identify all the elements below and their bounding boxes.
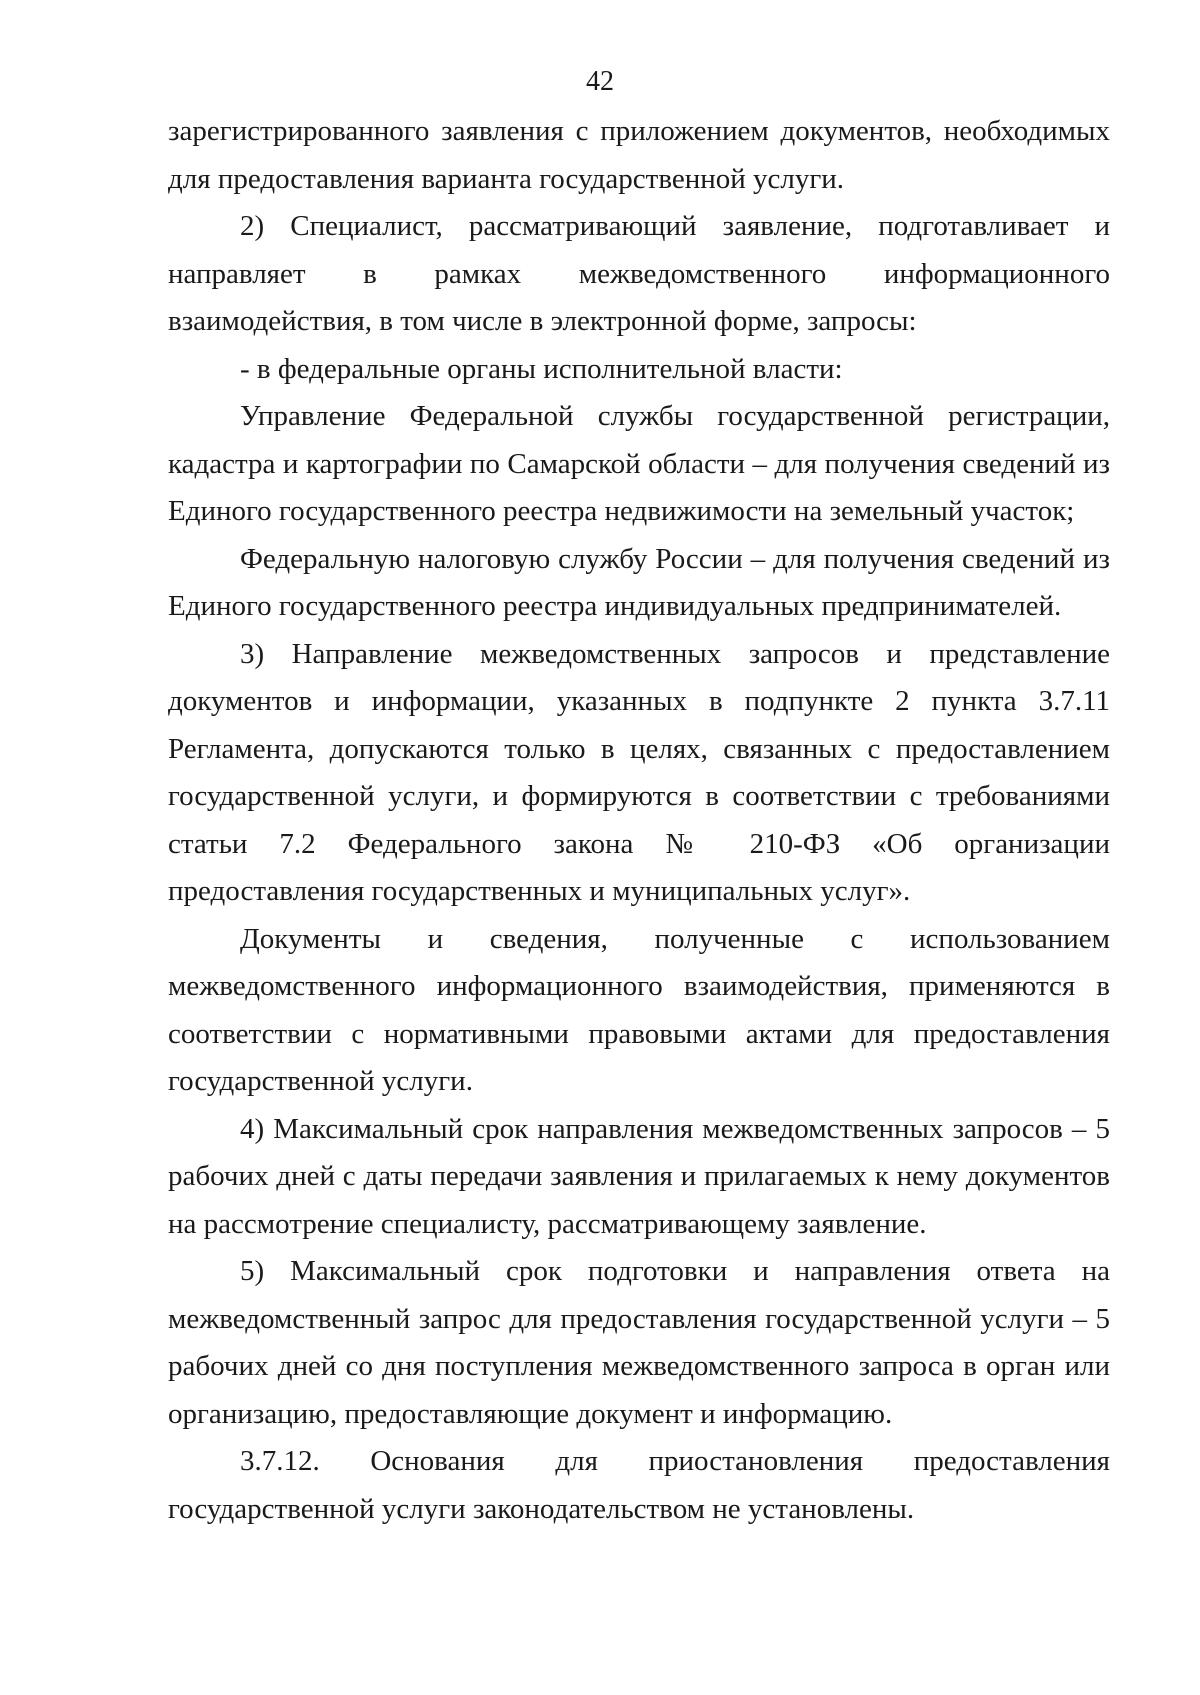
paragraph-continuation: зарегистрированного заявления с приложением документов, необходимых для предоставления варианта государственной услуги.: [168, 115, 1110, 195]
paragraph-tax-service: Федеральную налоговую службу России – для получения сведений из Единого государственного реестра индивидуальных предпринимателей.: [168, 542, 1110, 622]
page-number: 42: [586, 66, 614, 97]
paragraph-federal-bodies: - в федеральные органы исполнительной власти:: [240, 352, 843, 385]
document-body: [168, 108, 1110, 1533]
paragraph-item-4: 4) Максимальный срок направления межведомственных запросов – 5 рабочих дней с даты передачи заявления и прилагаемых к нему документов на рассмотрение специалисту, рассматривающему заявление.: [168, 1112, 1110, 1240]
paragraph-documents-usage: Документы и сведения, полученные с использованием межведомственного информационного взаимодействия, применяются в соответствии с нормативными правовыми актами для предоставления государственной услуги.: [168, 922, 1110, 1097]
paragraph-section-3-7-12: 3.7.12. Основания для приостановления предоставления государственной услуги законодательством не установлены.: [168, 1445, 1110, 1525]
paragraph-item-2: 2) Специалист, рассматривающий заявление, подготавливает и направляет в рамках межведомственного информационного взаимодействия, в том числе в электронной форме, запросы:: [168, 210, 1110, 337]
paragraph-item-3: 3) Направление межведомственных запросов и представление документов и информации, указанных в подпункте 2 пункта 3.7.11 Регламента, допускаются только в целях, связанных с предоставлением государственной услуги, и формируются в соответствии с требованиями статьи 7.2 Федерального закона № 210-ФЗ «Об организации предоставления государственных и муниципальных услуг».: [168, 637, 1110, 907]
paragraph-item-5: 5) Максимальный срок подготовки и направления ответа на межведомственный запрос для предоставления государственной услуги – 5 рабочих дней со дня поступления межведомственного запроса в орган или организацию, предоставляющие документ и информацию.: [168, 1255, 1110, 1430]
paragraph-rosreestr: Управление Федеральной службы государственной регистрации, кадастра и картографии по Самарской области – для получения сведений из Единого государственного реестра недвижимости на земельный участок;: [168, 400, 1110, 527]
